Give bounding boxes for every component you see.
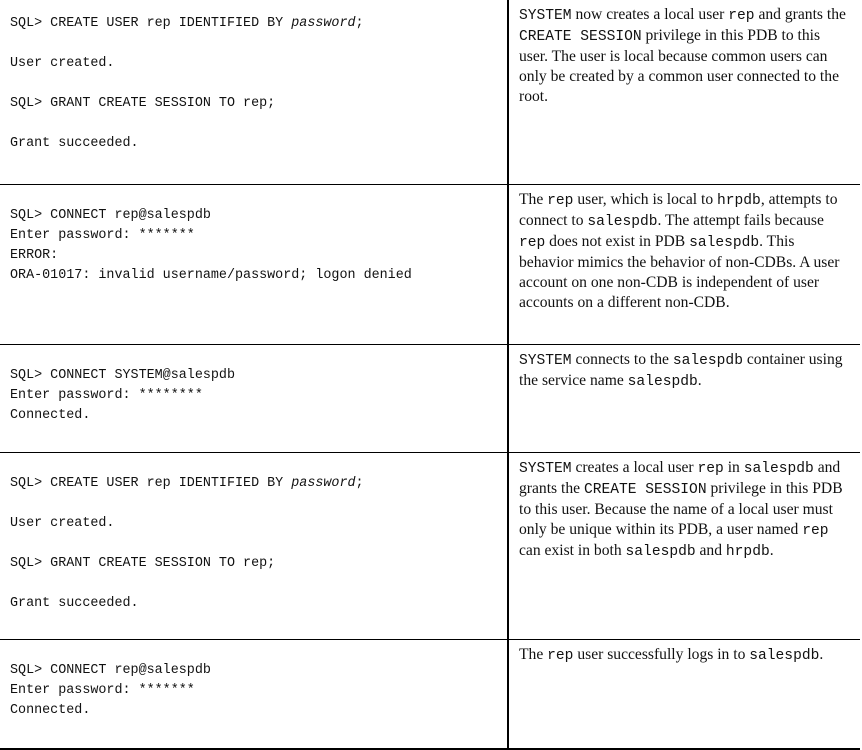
code-text: User created. <box>10 515 115 531</box>
code-term: CREATE SESSION <box>583 481 707 498</box>
code-text: SQL> CONNECT SYSTEM@salespdb <box>10 367 235 383</box>
code-term: rep <box>547 647 574 664</box>
code-text: Grant succeeded. <box>10 136 139 151</box>
code-line <box>10 661 497 681</box>
code-line <box>10 134 497 154</box>
code-line <box>10 594 497 614</box>
table-row <box>0 639 860 749</box>
code-text: SQL> CREATE USER rep IDENTIFIED BY <box>10 475 292 491</box>
description-cell <box>508 452 860 639</box>
table-row <box>0 344 860 452</box>
description-text: . The attempt fails because <box>657 211 824 229</box>
description-text: . This behavior mimics the behavior of non-CDBs. A user account on one non-CDB is independent of user accounts on a different non-CDB. <box>519 232 840 311</box>
description-text: privilege in this PDB to this user. Because the name of a local user must only be unique within its PDB, a user named <box>519 479 843 538</box>
code-line <box>10 701 497 721</box>
code-line <box>10 226 497 246</box>
code-text: Enter password: ******* <box>10 682 195 698</box>
code-term: salespdb <box>672 352 743 369</box>
sql-code-cell <box>0 452 508 639</box>
code-line <box>10 54 497 74</box>
blank-line <box>10 494 497 514</box>
code-term: CREATE SESSION <box>519 29 642 45</box>
code-text: SQL> GRANT CREATE SESSION TO rep; <box>10 96 276 111</box>
code-line <box>10 681 497 701</box>
description-text: The <box>519 190 548 208</box>
description-text: . <box>769 541 774 559</box>
code-term: rep <box>697 460 724 477</box>
code-text: Connected. <box>10 702 91 718</box>
code-line <box>10 386 497 406</box>
code-text: SQL> CREATE USER rep IDENTIFIED BY <box>10 16 292 31</box>
sql-code-cell <box>0 344 508 452</box>
code-text: Grant succeeded. <box>10 595 139 611</box>
password-placeholder: password <box>291 475 356 491</box>
sql-code-cell <box>0 639 508 749</box>
code-term: rep <box>728 8 755 24</box>
description-cell <box>508 184 860 344</box>
code-text: Enter password: ******** <box>10 387 203 403</box>
description-text: can exist in both <box>519 541 626 559</box>
description-text: creates a local user <box>571 458 698 476</box>
code-term: salespdb <box>625 543 696 560</box>
description-text: in <box>723 458 744 476</box>
code-term: SYSTEM <box>519 352 572 369</box>
code-term: SYSTEM <box>519 460 572 477</box>
code-term: salespdb <box>749 647 820 664</box>
code-term: salespdb <box>627 373 698 390</box>
table-row <box>0 452 860 639</box>
password-placeholder: password <box>291 16 356 31</box>
description-text: . <box>697 371 702 389</box>
description-text: The <box>519 645 548 663</box>
blank-line <box>10 534 497 554</box>
description-text: user, which is local to <box>573 190 718 208</box>
description-cell <box>508 639 860 749</box>
blank-line <box>10 574 497 594</box>
table-row <box>0 184 860 344</box>
description-text: and grants the <box>754 6 846 23</box>
blank-line <box>10 114 497 134</box>
description-text: connects to the <box>571 350 673 368</box>
code-line <box>10 366 497 386</box>
code-term: salespdb <box>587 213 658 230</box>
code-term: hrpdb <box>725 543 770 560</box>
code-term: SYSTEM <box>519 8 572 24</box>
description-text: . <box>819 645 824 663</box>
description-text: , attempts to connect to <box>519 190 838 229</box>
description-text: does not exist in PDB <box>545 232 690 250</box>
code-term: rep <box>547 192 574 209</box>
code-text: User created. <box>10 56 115 71</box>
description-cell <box>508 0 860 184</box>
code-line <box>10 206 497 226</box>
description-text: and grants the <box>519 458 841 497</box>
table-row <box>0 0 860 184</box>
description-cell <box>508 344 860 452</box>
code-text: SQL> CONNECT rep@salespdb <box>10 662 211 678</box>
code-text: SQL> CONNECT rep@salespdb <box>10 207 211 223</box>
code-text: Enter password: ******* <box>10 227 195 243</box>
semicolon: ; <box>355 475 364 491</box>
blank-line <box>10 74 497 94</box>
description-text: privilege in this PDB to this user. The user is local because common users can only be created by a common user connected to the root. <box>519 27 839 105</box>
blank-line <box>10 34 497 54</box>
semicolon: ; <box>355 16 364 31</box>
sql-code-cell <box>0 184 508 344</box>
code-term: rep <box>802 522 829 539</box>
sql-code-cell <box>0 0 508 184</box>
code-line <box>10 246 497 266</box>
description-text: now creates a local user <box>571 6 729 23</box>
code-line <box>10 514 497 534</box>
code-text: ORA-01017: invalid username/password; logon denied <box>10 267 412 283</box>
code-line <box>10 266 497 286</box>
code-line <box>10 14 497 34</box>
code-term: hrpdb <box>717 192 761 209</box>
code-term: salespdb <box>743 460 814 477</box>
code-line <box>10 474 497 494</box>
code-line <box>10 554 497 574</box>
code-text: Connected. <box>10 407 91 423</box>
code-line <box>10 94 497 114</box>
code-term: salespdb <box>689 234 760 251</box>
description-text: and <box>695 541 726 559</box>
code-term: rep <box>519 234 546 251</box>
code-text: ERROR: <box>10 247 59 263</box>
code-text: SQL> GRANT CREATE SESSION TO rep; <box>10 555 276 571</box>
description-text: container using the service name <box>519 350 843 389</box>
description-text: user successfully logs in to <box>573 645 750 663</box>
code-line <box>10 406 497 426</box>
